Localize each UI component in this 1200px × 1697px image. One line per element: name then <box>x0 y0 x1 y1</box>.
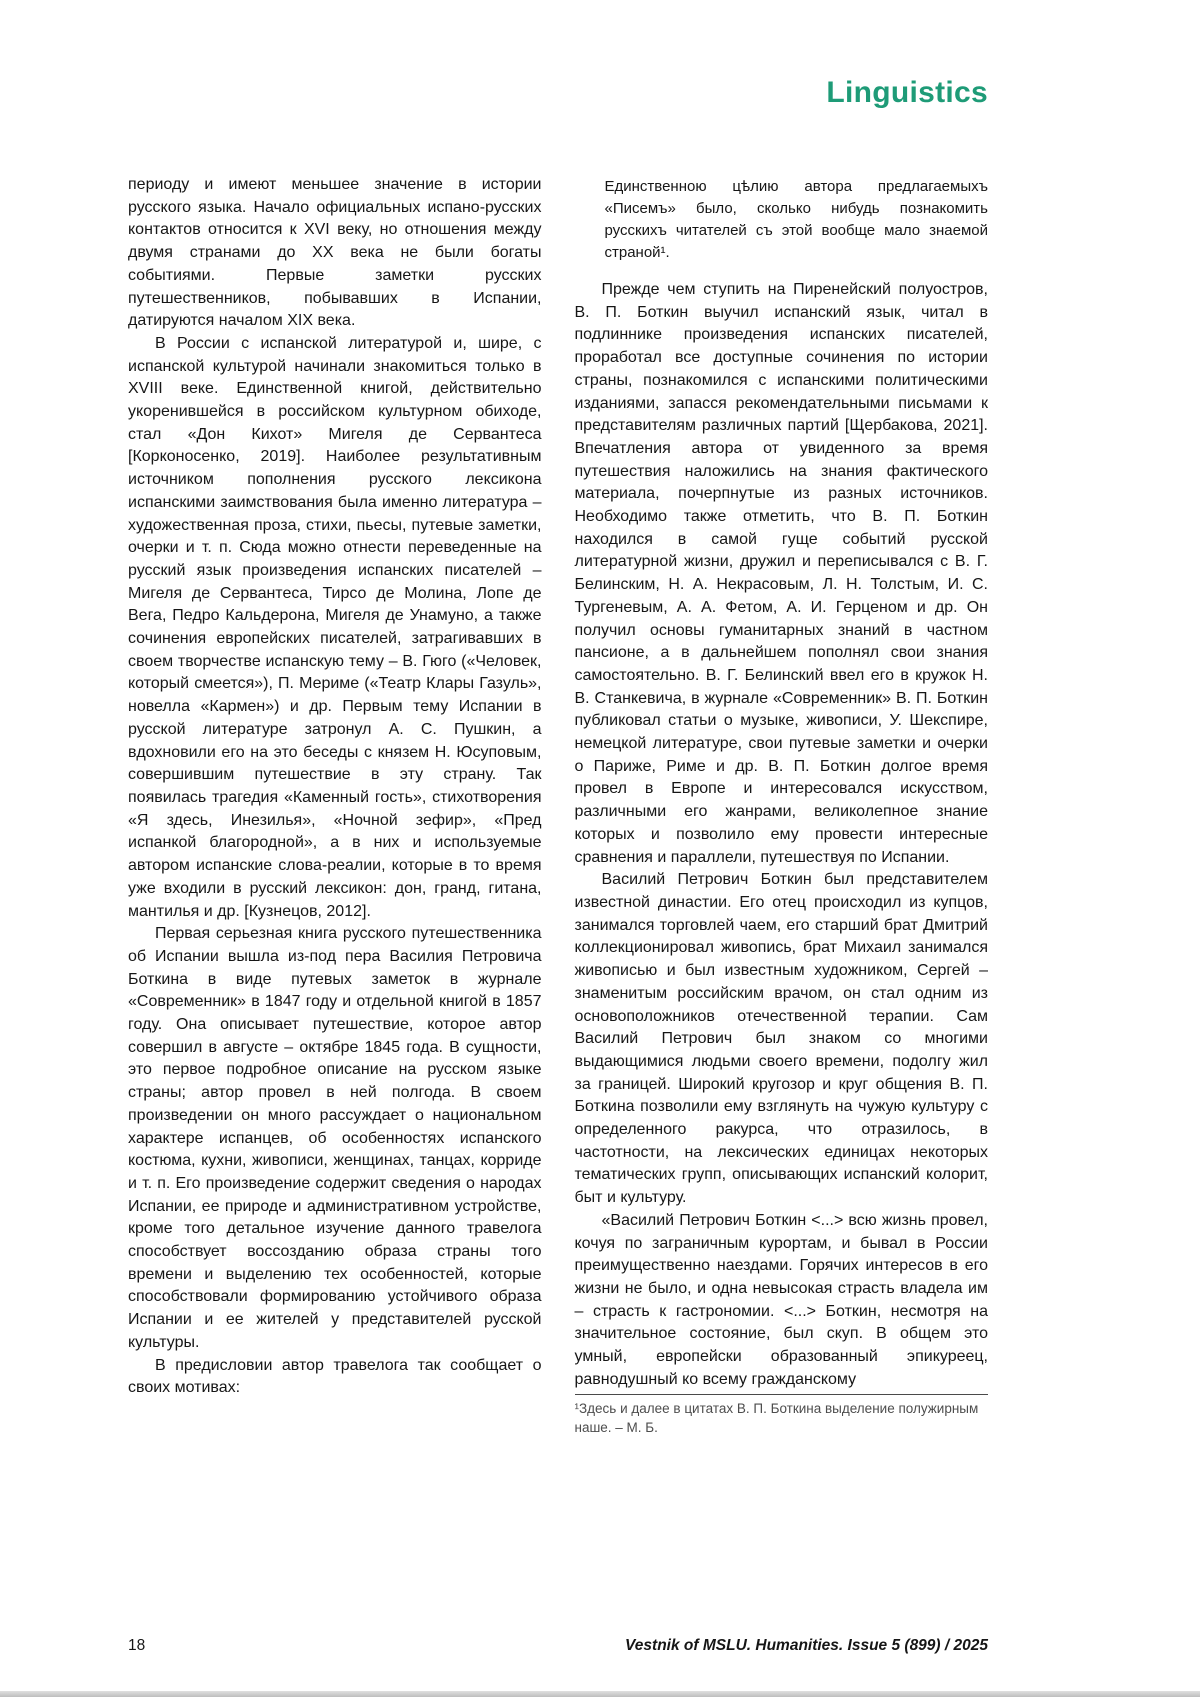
page-footer <box>128 1637 988 1655</box>
page-bottom-edge <box>0 1691 1200 1697</box>
paragraph: Василий Петрович Боткин был представителем известной династии. Его отец происходил из купцов, занимался торговлей чаем, его старший брат Дмитрий коллекционировал живопись, брат Михаил занимался живописью и был известным художником, Сергей – знаменитым российским врачом, он стал одним из основоположников отечественной терапии. Сам Василий Петрович был знаком со многими выдающимися людьми своего времени, подолгу жил за границей. Широкий кругозор и круг общения В. П. Боткина позволили ему взглянуть на чужую культуру с определенного ракурса, что отразилось, в частотности, на лексических единицах некоторых тематических групп, описывающих испанский колорит, быт и культуру. <box>574 871 988 1207</box>
journal-title: Vestnik of MSLU. Humanities. Issue 5 (899) / 2025 <box>625 1637 988 1654</box>
right-column <box>575 174 989 1437</box>
two-column-layout <box>128 174 988 1437</box>
paragraph: Прежде чем ступить на Пиренейский полуостров, В. П. Боткин выучил испанский язык, читал в подлиннике произведения испанских писателей, проработал все доступные сочинения по истории страны, познакомился с испанскими политическими изданиями, запасся рекомендательными письмами к представителям различных партий [Щербакова, 2021]. Впечатления автора от увиденного за время путешествия наложились на знания фактического материала, почерпнутые из разных источников. Необходимо также отметить, что В. П. Боткин находился в самой гуще событий русской литературной жизни, дружил и переписывался с В. Г. Белинским, Н. А. Некрасовым, Л. Н. Толстым, И. С. Тургеневым, А. А. Фетом, А. И. Герценом и др. Он получил основы гуманитарных знаний в частном пансионе, а в дальнейшем пополнял свои знания самостоятельно. В. Г. Белинский ввел его в кружок Н. В. Станкевича, в журнале «Современник» В. П. Боткин публиковал статьи о музыке, живописи, У. Шекспире, немецкой литературе, свои путевые заметки и очерки о Париже, Риме и др. В. П. Боткин долгое время провел в Европе и интересовался искусством, различными его жанрами, великолепное знание которых и позволило ему провести интересные сравнения и параллели, путешествуя по Испании. <box>574 281 988 866</box>
paragraph: Первая серьезная книга русского путешественника об Испании вышла из-под пера Василия Петровича Боткина в виде путевых заметок в журнале «Современник» в 1847 году и отдельной книгой в 1857 году. Она описывает путешествие, которое автор совершил в августе – октябре 1845 года. В сущности, это первое подробное описание на русском языке страны; автор провел в ней полгода. В своем произведении он много рассуждает о национальном характере испанцев, об особенностях испанского костюма, кухни, живописи, женщинах, танцах, корриде и т. п. Его произведение содержит сведения о народах Испании, ее природе и административном устройстве, кроме того детальное изучение данного травелога способствует воссозданию образа страны того времени и выделению тех особенностей, которые способствовали формированию устойчивого образа Испании и ее жителей у представителей русской культуры. <box>128 925 542 1351</box>
paragraph: периоду и имеют меньшее значение в истории русского языка. Начало официальных испано-русских контактов относится к XVI веку, но отношения между двумя странами до XX века не были богаты событиями. Первые заметки русских путешественников, побывавших в Испании, датируются началом XIX века. <box>128 176 542 330</box>
footnote: ¹Здесь и далее в цитатах В. П. Боткина выделение полужирным наше. – М. Б. <box>575 1394 989 1437</box>
paragraph: «Василий Петрович Боткин <...> всю жизнь провел, кочуя по заграничным курортам, и бывал в России преимущественно наездами. Горячих интересов в его жизни не было, и одна невысокая страсть владела им – страсть к гастрономии. <...> Боткин, несмотря на значительное состояние, был скуп. В общем это умный, европейски образованный эпикуреец, равнодушный ко всему гражданскому <box>574 1211 988 1388</box>
page-number: 18 <box>128 1637 146 1654</box>
left-column <box>128 174 542 1437</box>
section-heading: Linguistics <box>826 76 988 109</box>
paragraph: В предисловии автор травелога так сообщает о своих мотивах: <box>128 1356 542 1397</box>
paragraph: В России с испанской литературой и, шире, с испанской культурой начинали знакомиться только в XVIII веке. Единственной книгой, действительно укоренившейся в российском культурном обиходе, стал «Дон Кихот» Мигеля де Сервантеса [Корконосенко, 2019]. Наиболее результативным источником пополнения русского лексикона испанскими заимствования была именно литература – художественная проза, стихи, пьесы, путевые заметки, очерки и т. п. Сюда можно отнести переведенные на русский язык произведения испанских писателей – Мигеля де Сервантеса, Тирсо де Молина, Лопе де Вега, Педро Кальдерона, Мигеля де Унамуно, а также сочинения европейских писателей, затрагивавших в своем творчестве испанскую тему – В. Гюго («Человек, который смеется»), П. Мериме («Театр Клары Газуль», новелла «Кармен») и др. Первым тему Испании в русской литературе затронул А. С. Пушкин, а вдохновили его на это беседы с князем Н. Юсуповым, совершившим путешествие в эту страну. Так появилась трагедия «Каменный гость», стихотворения «Я здесь, Инезилья», «Ночной зефир», «Пред испанкой благородной», а в них и используемые автором испанские слова-реалии, которые в то время уже входили в русский лексикон: дон, гранд, гитана, мантилья и др. [Кузнецов, 2012]. <box>128 334 542 920</box>
page-content <box>128 76 988 1437</box>
block-quote: Единственною цѣлию автора предлагаемыхъ «Писемъ» было, сколько нибудь познакомить русскихъ читателей съ этой вообще мало знаемой страной¹. <box>604 178 988 261</box>
